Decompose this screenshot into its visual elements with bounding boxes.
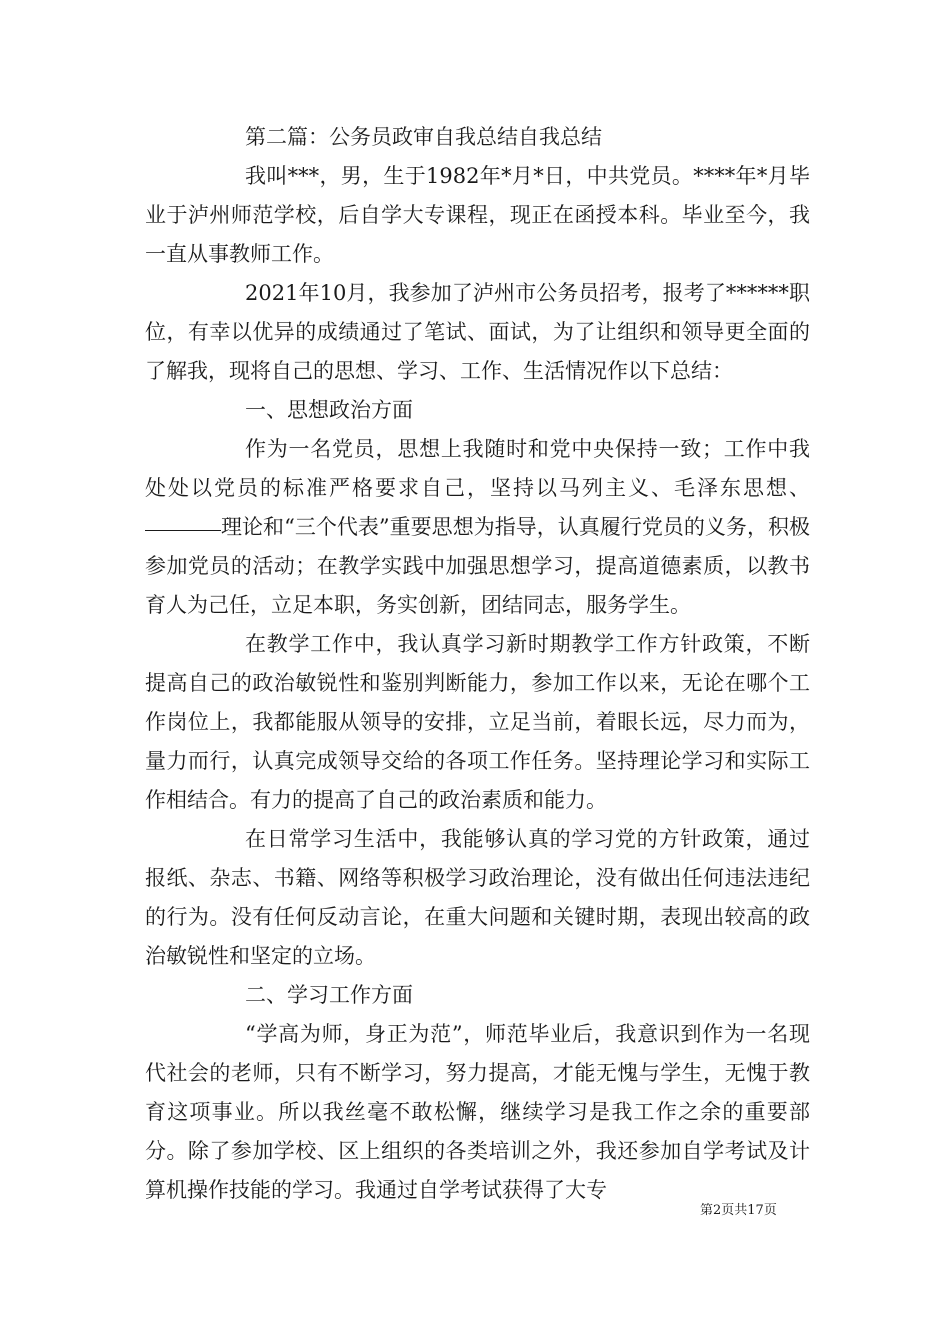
section-heading-political: 一、思想政治方面 — [245, 398, 413, 422]
paragraph-intro: 我叫***，男，生于1982年*月*日，中共党员。****年*月毕业于泸州师范学校，后自学大专课程，现正在函授本科。毕业至今，我一直从事教师工作。 — [145, 164, 810, 266]
section-heading-study-work: 二、学习工作方面 — [245, 983, 413, 1007]
paragraph-party-member-part2: 理论和“三个代表”重要思想为指导，认真履行党员的义务，积极参加党员的活动；在教学实践中加强思想学习，提高道德素质，以教书育人为己任，立足本职，务实创新，团结同志，服务学生。 — [145, 515, 810, 617]
paragraph-teaching-work: 在教学工作中，我认真学习新时期教学工作方针政策，不断提高自己的政治敏锐性和鉴别判断能力，参加工作以来，无论在哪个工作岗位上，我都能服从领导的安排，立足当前，着眼长远，尽力而为，量力而行，认真完成领导交给的各项工作任务。坚持理论学习和实际工作相结合。有力的提高了自己的政治素质和能力。 — [145, 632, 810, 812]
paragraph-party-member — [145, 430, 810, 625]
document-title: 第二篇：公务员政审自我总结自我总结 — [245, 125, 602, 149]
redacted-blank — [145, 529, 221, 531]
paragraph-party-member-part1: 作为一名党员，思想上我随时和党中央保持一致；工作中我处处以党员的标准严格要求自己，坚持以马列主义、毛泽东思想、 — [145, 437, 810, 500]
page-number: 第2页共17页 — [700, 1203, 777, 1218]
paragraph-daily-study: 在日常学习生活中，我能够认真的学习党的方针政策，通过报纸、杂志、书籍、网络等积极学习政治理论，没有做出任何违法违纪的行为。没有任何反动言论，在重大问题和关键时期，表现出较高的政治敏锐性和坚定的立场。 — [145, 827, 810, 968]
paragraph-learning: “学高为师，身正为范”，师范毕业后，我意识到作为一名现代社会的老师，只有不断学习，努力提高，才能无愧与学生，无愧于教育这项事业。所以我丝毫不敢松懈，继续学习是我工作之余的重要部分。除了参加学校、区上组织的各类培训之外，我还参加自学考试及计算机操作技能的学习。我通过自学考试获得了大专 — [145, 1022, 810, 1202]
paragraph-exam: 2021年10月，我参加了泸州市公务员招考，报考了******职位，有幸以优异的成绩通过了笔试、面试，为了让组织和领导更全面的了解我，现将自己的思想、学习、工作、生活情况作以下总结： — [145, 281, 810, 383]
document-body — [145, 118, 810, 1210]
